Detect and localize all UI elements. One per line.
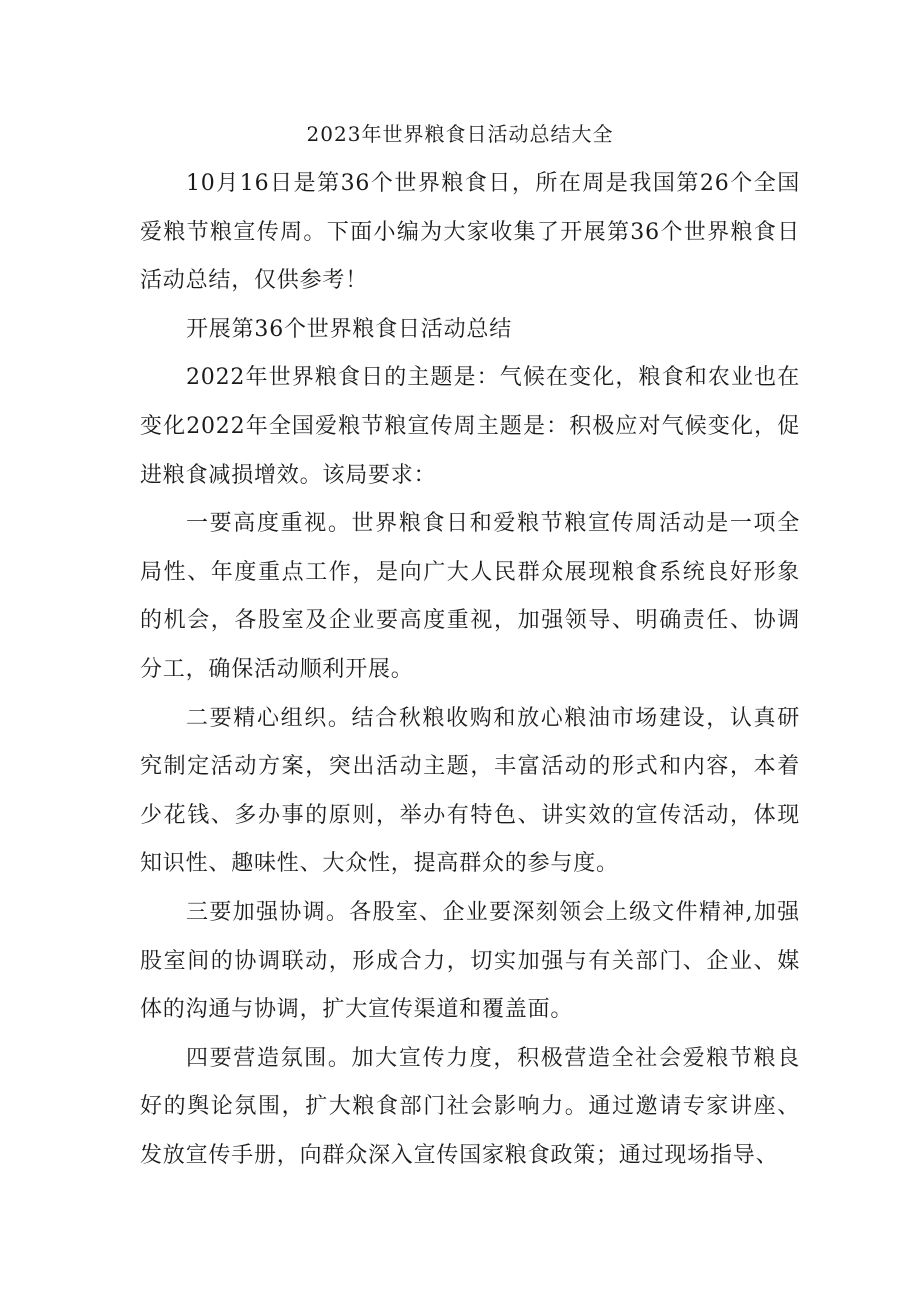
paragraph-requirement-3: 三要加强协调。各股室、企业要深刻领会上级文件精神,加强股室间的协调联动，形成合力，切实加强与有关部门、企业、媒体的沟通与协调，扩大宣传渠道和覆盖面。	[140, 899, 800, 1023]
paragraph-requirement-4: 四要营造氛围。加大宣传力度，积极营造全社会爱粮节粮良好的舆论氛围，扩大粮食部门社会影响力。通过邀请专家讲座、发放宣传手册，向群众深入宣传国家粮食政策；通过现场指导、	[140, 1045, 800, 1168]
paragraph-theme: 2022年世界粮食日的主题是：气候在变化，粮食和农业也在变化2022年全国爱粮节粮宣传周主题是：积极应对气候变化，促进粮食减损增效。该局要求：	[140, 365, 800, 488]
paragraph-intro: 10月16日是第36个世界粮食日，所在周是我国第26个全国爱粮节粮宣传周。下面小编为大家收集了开展第36个世界粮食日活动总结，仅供参考！	[140, 171, 800, 294]
paragraph-requirement-2: 二要精心组织。结合秋粮收购和放心粮油市场建设，认真研究制定活动方案，突出活动主题，丰富活动的形式和内容，本着少花钱、多办事的原则，举办有特色、讲实效的宣传活动，体现知识性、趣味性、大众性，提高群众的参与度。	[140, 705, 800, 877]
document-title: 2023年世界粮食日活动总结大全	[306, 122, 614, 146]
paragraph-requirement-1: 一要高度重视。世界粮食日和爱粮节粮宣传周活动是一项全局性、年度重点工作，是向广大人民群众展现粮食系统良好形象的机会，各股室及企业要高度重视，加强领导、明确责任、协调分工，确保活动顺利开展。	[140, 511, 800, 682]
section-heading: 开展第36个世界粮食日活动总结	[186, 316, 512, 342]
document-body	[140, 160, 800, 1180]
